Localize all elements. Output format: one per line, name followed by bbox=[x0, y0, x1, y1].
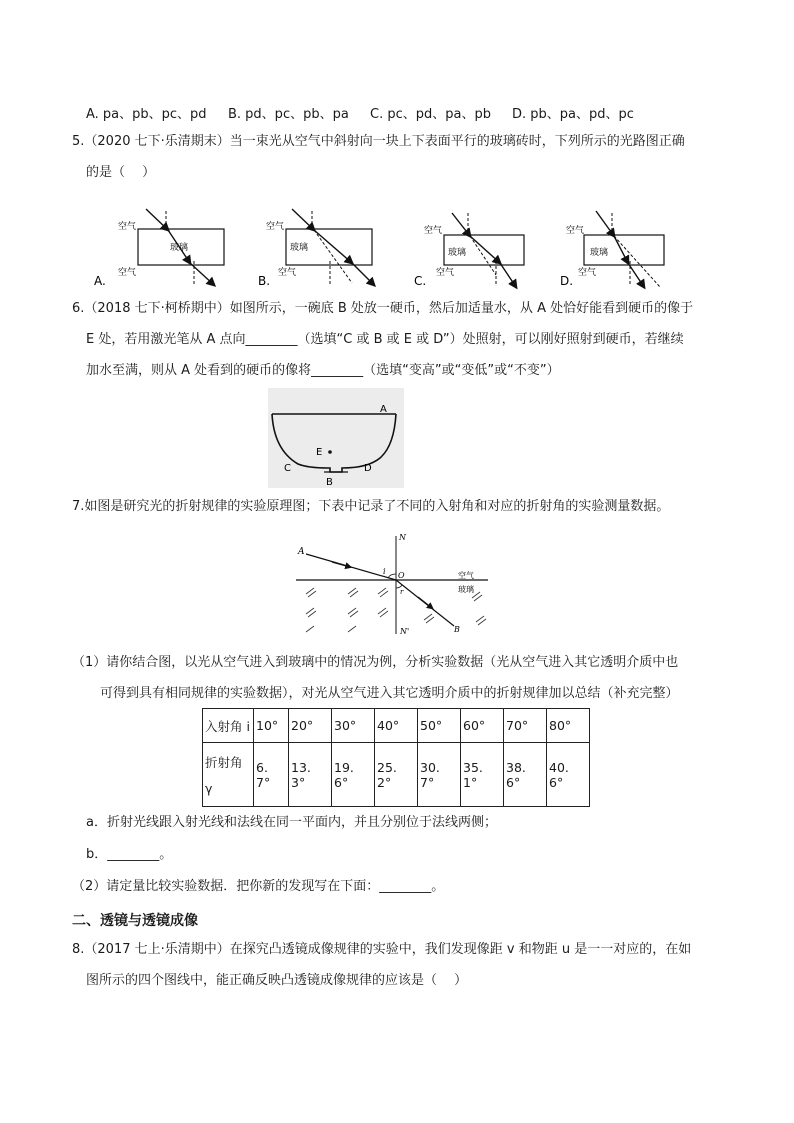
q6-question-line3: 加水至满，则从 A 处看到的硬币的像将________（选填“变高”或“变低”或“不变”） bbox=[86, 363, 560, 378]
refraction-label-air: 空气 bbox=[458, 571, 474, 580]
table-cell: 38. 6° bbox=[504, 743, 547, 807]
refraction-data-table bbox=[202, 708, 590, 807]
q8-question-line1: 8.（2017 七上·乐清期中）在探究凸透镜成像规律的实验中，我们发现像距 v 和物距 u 是一一对应的，在如 bbox=[72, 942, 692, 957]
q5c-glass: 玻璃 bbox=[448, 248, 467, 258]
table-header-incident: 入射角 i bbox=[203, 709, 254, 743]
q5-figure-b bbox=[266, 209, 374, 285]
q8-question-line2: 图所示的四个图线中，能正确反映凸透镜成像规律的应该是（ ） bbox=[86, 973, 468, 988]
q5-figure-a bbox=[118, 209, 224, 285]
table-cell: 35. 1° bbox=[461, 743, 504, 807]
table-row bbox=[203, 709, 590, 743]
refraction-label-n-prime: N' bbox=[400, 627, 410, 636]
table-cell: 30° bbox=[332, 709, 375, 743]
table-cell: 30. 7° bbox=[418, 743, 461, 807]
refraction-label-glass: 玻璃 bbox=[458, 585, 474, 594]
q4-option-b: B. pd、pc、pb、pa bbox=[228, 107, 349, 122]
q5d-air-bottom: 空气 bbox=[578, 268, 597, 278]
q4-option-a: A. pa、pb、pc、pd bbox=[86, 107, 207, 122]
q5b-air-bottom: 空气 bbox=[278, 268, 297, 278]
q5b-glass: 玻璃 bbox=[290, 243, 309, 253]
section-heading-lens: 二、透镜与透镜成像 bbox=[72, 913, 198, 929]
table-header-refraction-line2: γ bbox=[205, 781, 213, 796]
table-cell: 40. 6° bbox=[547, 743, 590, 807]
q5-figure-d bbox=[566, 211, 664, 287]
q7-part1-line2: 可得到具有相同规律的实验数据），对光从空气进入其它透明介质中的折射规律加以总结（补充完整） bbox=[100, 686, 679, 701]
q5-figure-c bbox=[424, 213, 524, 287]
refraction-label-n: N bbox=[399, 533, 406, 542]
table-row bbox=[203, 743, 590, 807]
table-cell: 20° bbox=[289, 709, 332, 743]
q5b-air-top: 空气 bbox=[266, 222, 285, 232]
refraction-label-b: B bbox=[454, 625, 460, 634]
q5-option-b: B. bbox=[258, 274, 271, 288]
table-cell: 60° bbox=[461, 709, 504, 743]
q7-answer-a: a．折射光线跟入射光线和法线在同一平面内，并且分别位于法线两侧； bbox=[86, 815, 497, 830]
q5c-air-top: 空气 bbox=[424, 226, 443, 236]
refraction-label-a: A bbox=[298, 547, 305, 557]
q5d-air-top: 空气 bbox=[566, 226, 585, 236]
table-cell: 6. 7° bbox=[254, 743, 289, 807]
table-header-refraction-line1: 折射角 bbox=[205, 755, 243, 770]
q5a-air-bottom: 空气 bbox=[118, 268, 137, 278]
q5-question-line2: 的是（ ） bbox=[86, 165, 156, 180]
table-cell: 50° bbox=[418, 709, 461, 743]
bowl-label-a: A bbox=[380, 404, 387, 415]
bowl-label-c: C bbox=[284, 463, 291, 474]
refraction-figure bbox=[292, 530, 512, 640]
refraction-label-o: O bbox=[398, 571, 405, 580]
q4-option-c: C. pc、pd、pa、pb bbox=[370, 107, 491, 122]
table-cell: 13. 3° bbox=[289, 743, 332, 807]
refraction-label-i: i bbox=[383, 567, 386, 576]
table-cell: 70° bbox=[504, 709, 547, 743]
table-cell: 40° bbox=[375, 709, 418, 743]
refraction-label-r: r bbox=[400, 588, 404, 596]
q7-part1-line1: （1）请你结合图，以光从空气进入到玻璃中的情况为例，分析实验数据（光从空气进入其它透明介质中也 bbox=[72, 655, 679, 670]
q7-intro: 7.如图是研究光的折射规律的实验原理图；下表中记录了不同的入射角和对应的折射角的实验测量数据。 bbox=[72, 499, 670, 514]
bowl-label-e: E bbox=[316, 447, 323, 458]
q5-option-c: C. bbox=[414, 274, 427, 288]
q7-answer-b: b．________。 bbox=[86, 847, 173, 862]
table-cell: 10° bbox=[254, 709, 289, 743]
q5-option-d: D. bbox=[560, 274, 574, 288]
bowl-label-d: D bbox=[364, 463, 372, 474]
table-cell: 25. 2° bbox=[375, 743, 418, 807]
table-header-refraction bbox=[203, 743, 254, 807]
q5a-air-top: 空气 bbox=[118, 222, 137, 232]
q5-option-a: A. bbox=[94, 274, 106, 288]
q6-question-line2: E 处，若用激光笔从 A 点向________（选填“C 或 B 或 E 或 D”）处照射，可以刚好照射到硬币，若继续 bbox=[86, 332, 684, 347]
bowl-figure bbox=[268, 388, 404, 488]
q5-question-line1: 5.（2020 七下·乐清期末）当一束光从空气中斜射向一块上下表面平行的玻璃砖时，下列所示的光路图正确 bbox=[72, 134, 685, 149]
table-cell: 19. 6° bbox=[332, 743, 375, 807]
q5-figures bbox=[0, 203, 794, 293]
q5c-air-bottom: 空气 bbox=[436, 268, 455, 278]
q5a-glass: 玻璃 bbox=[170, 243, 189, 253]
q7-part2: （2）请定量比较实验数据．把你新的发现写在下面：________。 bbox=[72, 879, 445, 894]
table-cell: 80° bbox=[547, 709, 590, 743]
bowl-label-b: B bbox=[326, 477, 333, 488]
q4-option-d: D. pb、pa、pd、pc bbox=[512, 107, 634, 122]
q6-question-line1: 6.（2018 七下·柯桥期中）如图所示，一碗底 B 处放一硬币，然后加适量水，从 A 处恰好能看到硬币的像于 bbox=[72, 301, 694, 316]
q5d-glass: 玻璃 bbox=[590, 248, 609, 258]
